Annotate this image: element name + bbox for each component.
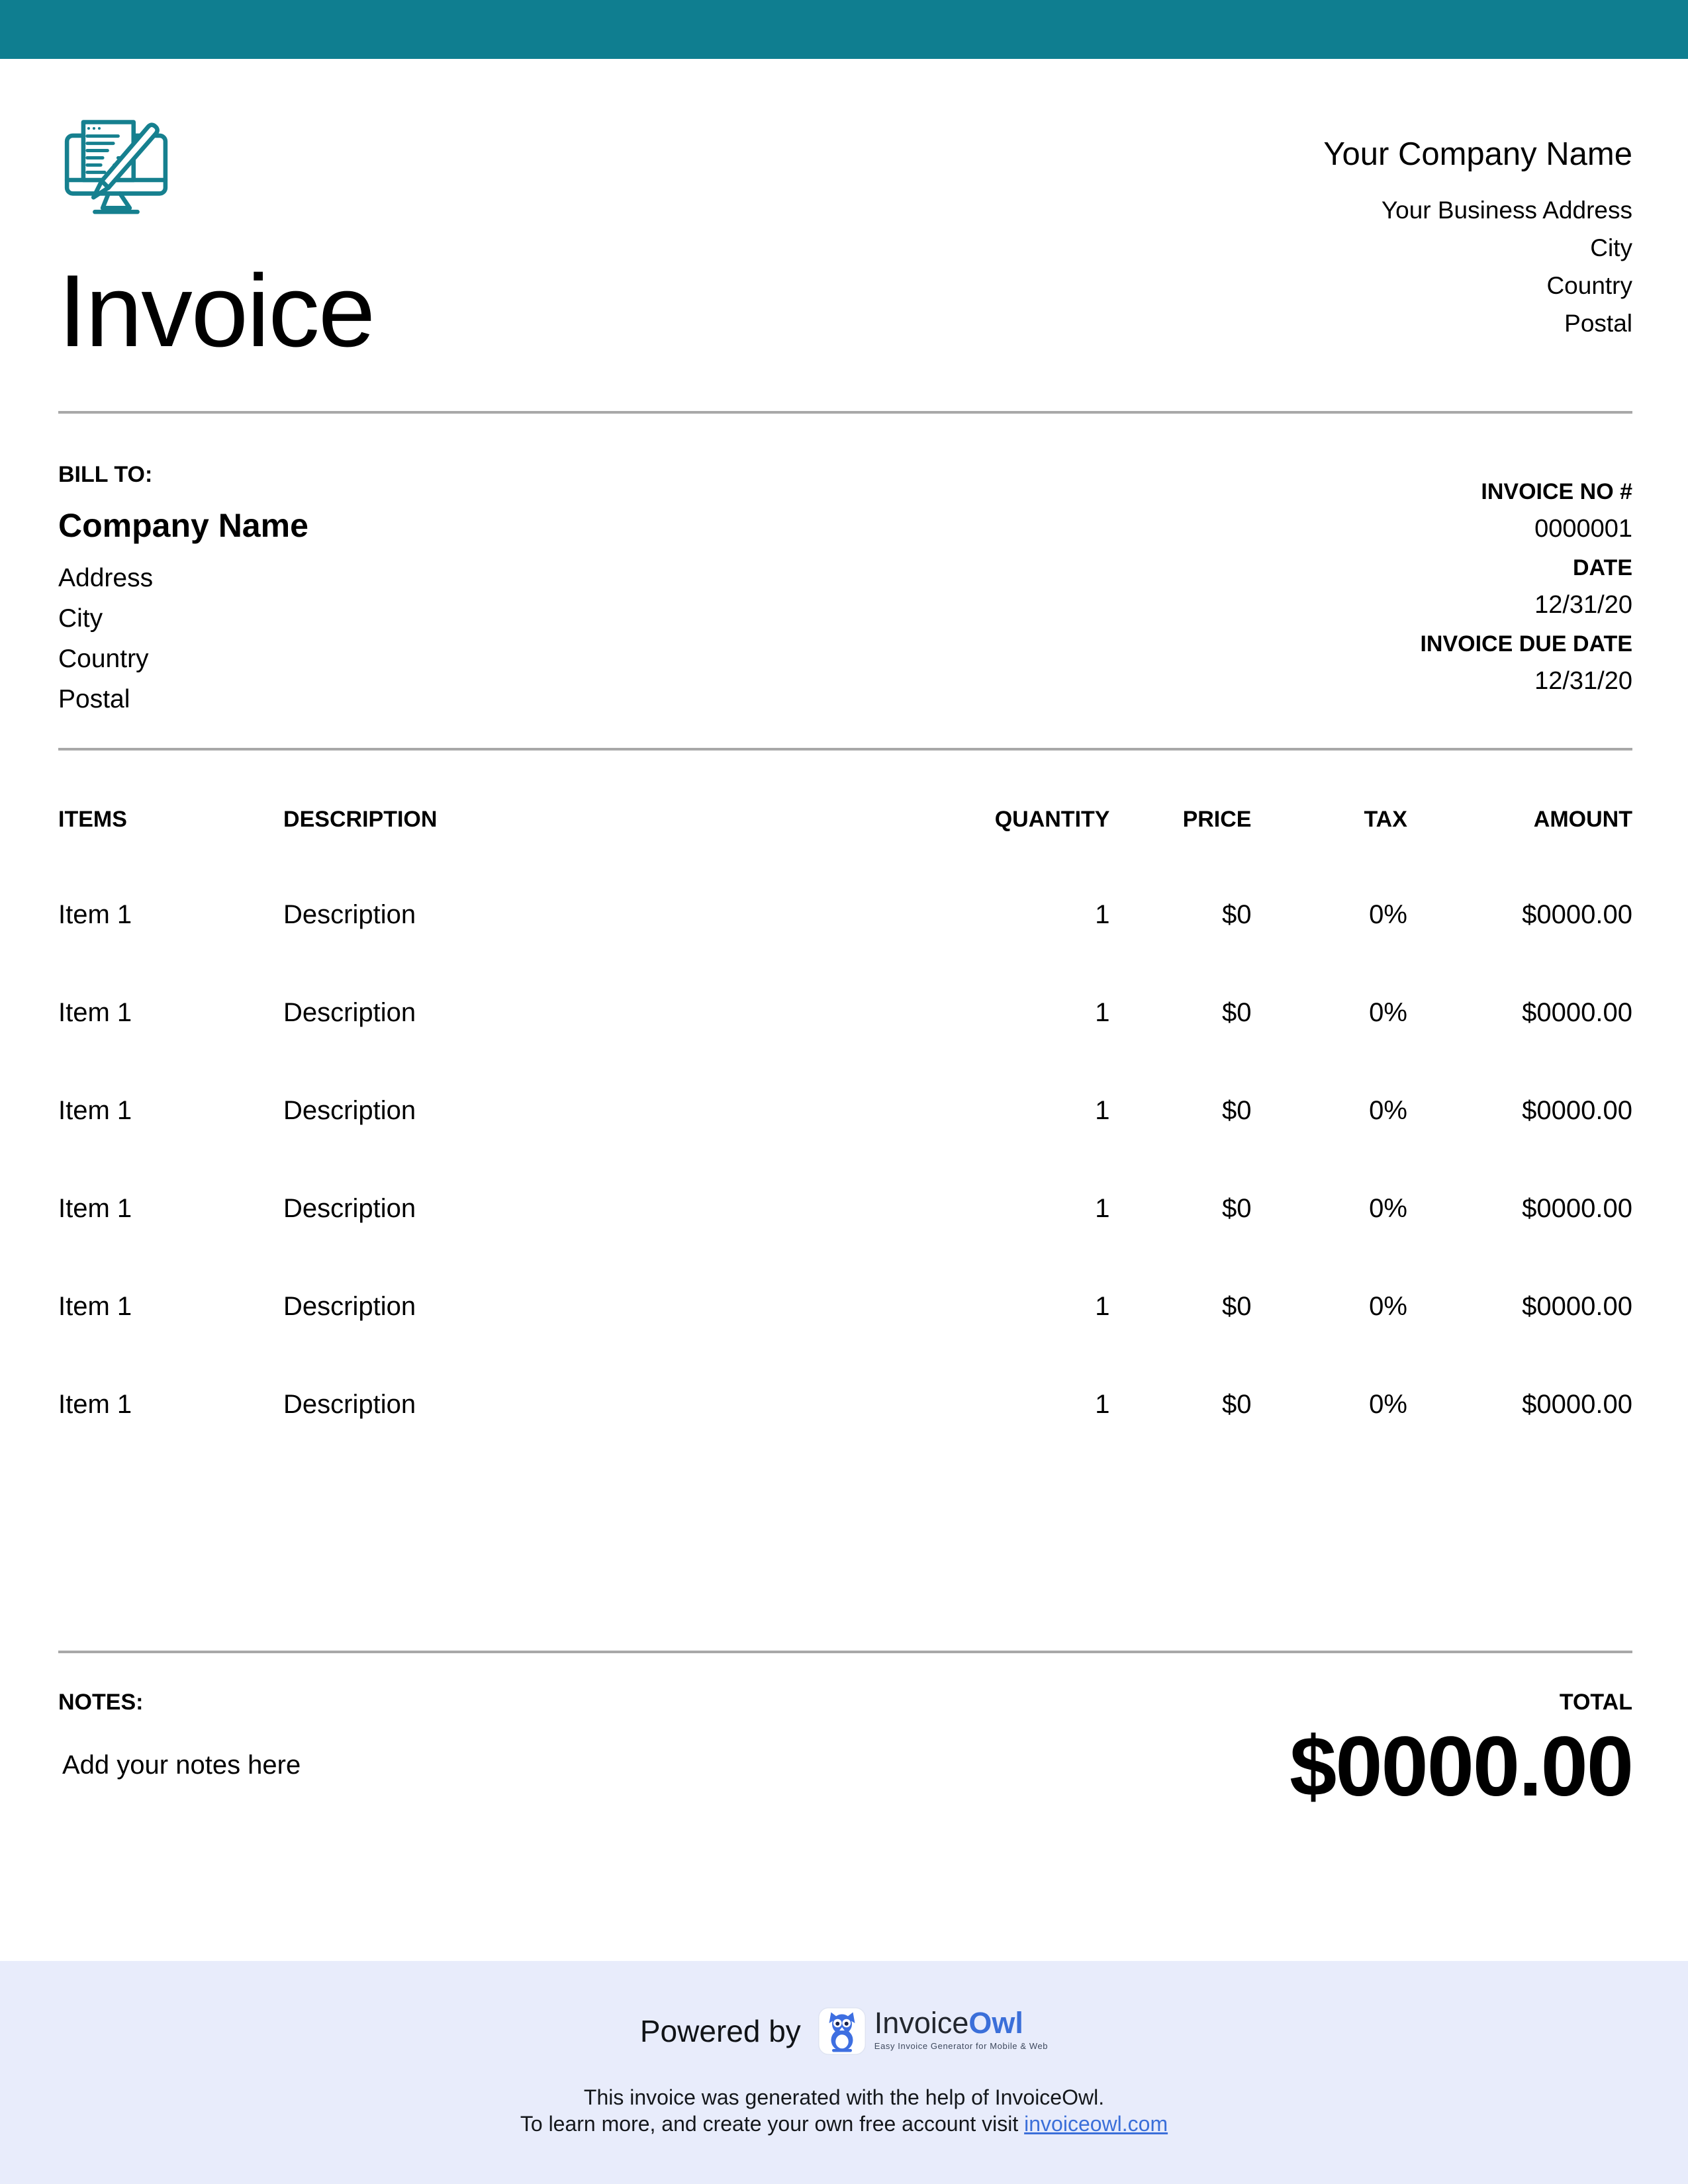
invoiceowl-logo	[818, 2007, 1048, 2055]
cell-tax: 0%	[1369, 1292, 1407, 1321]
cell-quantity: 1	[1095, 1096, 1110, 1125]
invoice-due-date-value: 12/31/20	[1534, 667, 1632, 695]
cell-tax: 0%	[1369, 1390, 1407, 1419]
cell-description: Description	[283, 1390, 416, 1419]
client-city: City	[58, 604, 103, 633]
invoice-date-value: 12/31/20	[1534, 591, 1632, 619]
divider-header	[58, 411, 1632, 414]
column-header-amount: AMOUNT	[1533, 807, 1632, 832]
cell-price: $0	[1222, 998, 1252, 1027]
cell-tax: 0%	[1369, 1194, 1407, 1223]
items-table-header-row	[58, 806, 1632, 833]
notes-label: NOTES:	[58, 1690, 144, 1715]
table-row	[58, 1355, 1632, 1453]
cell-amount: $0000.00	[1522, 900, 1632, 929]
invoice-no-value: 0000001	[1534, 515, 1632, 543]
header	[58, 59, 1632, 368]
items-table	[58, 806, 1632, 1453]
cell-amount: $0000.00	[1522, 1194, 1632, 1223]
invoice-no-label: INVOICE NO #	[1481, 479, 1632, 504]
cell-quantity: 1	[1095, 1390, 1110, 1419]
seller-company-name: Your Company Name	[1323, 136, 1632, 172]
invoice-date-label: DATE	[1572, 555, 1632, 580]
cell-amount: $0000.00	[1522, 1390, 1632, 1419]
logo-tagline: Easy Invoice Generator for Mobile & Web	[874, 2041, 1049, 2051]
wordmark-invoice: Invoice	[874, 2006, 969, 2040]
cell-amount: $0000.00	[1522, 998, 1632, 1027]
column-header-items: ITEMS	[58, 807, 127, 832]
cell-description: Description	[283, 1194, 416, 1223]
column-header-quantity: QUANTITY	[994, 807, 1110, 832]
cell-description: Description	[283, 900, 416, 929]
invoice-due-date-label: INVOICE DUE DATE	[1420, 631, 1632, 657]
invoice-meta	[1420, 461, 1632, 719]
footer-generated-text: This invoice was generated with the help of InvoiceOwl.	[583, 2085, 1105, 2109]
cell-price: $0	[1222, 1096, 1252, 1125]
table-row	[58, 1257, 1632, 1355]
cell-description: Description	[283, 1292, 416, 1321]
notes-placeholder: Add your notes here	[62, 1751, 301, 1780]
seller-city: City	[1590, 234, 1632, 261]
cell-price: $0	[1222, 1194, 1252, 1223]
cell-price: $0	[1222, 1292, 1252, 1321]
cell-item: Item 1	[58, 1390, 132, 1419]
powered-by-text: Powered by	[639, 2014, 801, 2048]
bill-to-section	[58, 461, 1632, 719]
table-row	[58, 964, 1632, 1062]
owl-icon	[818, 2007, 866, 2055]
cell-description: Description	[283, 1096, 416, 1125]
cell-quantity: 1	[1095, 998, 1110, 1027]
cell-item: Item 1	[58, 900, 132, 929]
divider-billto	[58, 748, 1632, 751]
footer-learn-more-prefix: To learn more, and create your own free account visit	[520, 2112, 1025, 2136]
total-label: TOTAL	[1559, 1690, 1632, 1715]
cell-tax: 0%	[1369, 1096, 1407, 1125]
cell-amount: $0000.00	[1522, 1096, 1632, 1125]
table-row	[58, 1160, 1632, 1257]
cell-quantity: 1	[1095, 900, 1110, 929]
footer	[0, 1961, 1688, 2184]
seller-country: Country	[1546, 272, 1632, 299]
seller-postal: Postal	[1564, 310, 1632, 337]
cell-quantity: 1	[1095, 1292, 1110, 1321]
client-address: Address	[58, 564, 154, 592]
cell-quantity: 1	[1095, 1194, 1110, 1223]
cell-price: $0	[1222, 1390, 1252, 1419]
client-country: Country	[58, 645, 149, 673]
cell-tax: 0%	[1369, 998, 1407, 1027]
footer-learn-more-text	[0, 2111, 1688, 2137]
page-title: Invoice	[58, 253, 375, 368]
client-company-name: Company Name	[58, 507, 308, 544]
cell-item: Item 1	[58, 1292, 132, 1321]
divider-notes	[58, 1651, 1632, 1653]
cell-item: Item 1	[58, 1096, 132, 1125]
notes-total-section	[58, 1689, 1632, 1814]
column-header-description: DESCRIPTION	[283, 807, 438, 832]
table-row	[58, 1062, 1632, 1160]
cell-item: Item 1	[58, 998, 132, 1027]
cell-amount: $0000.00	[1522, 1292, 1632, 1321]
cell-tax: 0%	[1369, 900, 1407, 929]
cell-price: $0	[1222, 900, 1252, 929]
seller-address: Your Business Address	[1381, 197, 1632, 224]
invoiceowl-link[interactable]: invoiceowl.com	[1024, 2112, 1168, 2136]
monitor-pen-icon	[58, 111, 374, 226]
column-header-tax: TAX	[1364, 807, 1407, 832]
cell-item: Item 1	[58, 1194, 132, 1223]
table-row	[58, 866, 1632, 964]
top-accent-bar	[0, 0, 1688, 59]
bill-to-label: BILL TO:	[58, 462, 153, 487]
cell-description: Description	[283, 998, 416, 1027]
wordmark-owl: Owl	[968, 2006, 1023, 2040]
column-header-price: PRICE	[1182, 807, 1252, 832]
client-postal: Postal	[58, 685, 130, 713]
total-amount: $0000.00	[1289, 1719, 1632, 1814]
